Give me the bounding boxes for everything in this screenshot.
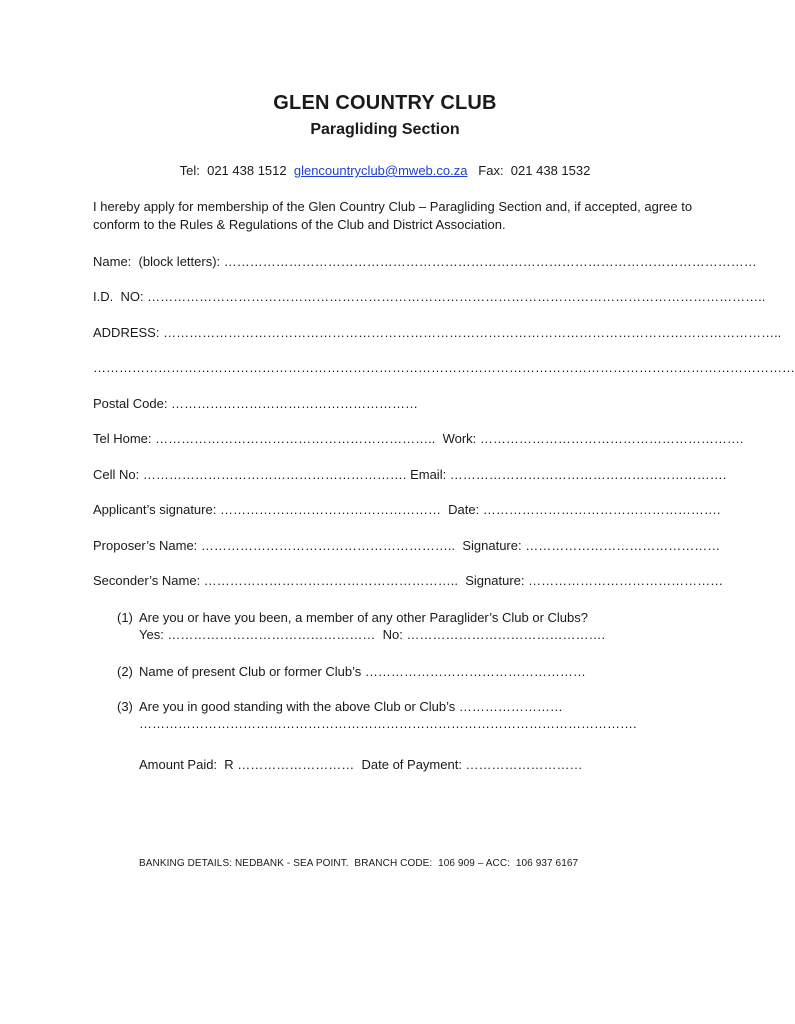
contact-tel: Tel: 021 438 1512 — [179, 163, 294, 178]
question-2 — [117, 662, 677, 681]
question-text[interactable]: Name of present Club or former Club’s …………………………………………… — [139, 664, 586, 679]
cell-email-field[interactable]: Cell No: ……………………………………………………. Email: ………………………………………………………. — [93, 467, 727, 482]
question-1-answer-field[interactable]: Yes: ………………………………………… No: ………………………………………. — [139, 627, 606, 642]
applicant-signature-date-field[interactable]: Applicant’s signature: …………………………………………… Date: ………………………………………………. — [93, 502, 721, 517]
page-title: GLEN COUNTRY CLUB — [273, 92, 497, 114]
payment-field[interactable]: Amount Paid: R ……………………… Date of Payment: ……………………… — [139, 757, 583, 772]
question-text: Are you or have you been, a member of any other Paraglider’s Club or Clubs? — [139, 610, 588, 625]
proposer-field[interactable]: Proposer’s Name: ………………………………………………….. Signature: ……………………………………… — [93, 538, 721, 553]
question-number: (1) — [117, 610, 133, 625]
page-subtitle: Paragliding Section — [310, 121, 460, 138]
question-number: (2) — [117, 664, 133, 679]
seconder-field[interactable]: Seconder’s Name: ………………………………………………….. Signature: ……………………………………… — [93, 573, 724, 588]
postal-code-field[interactable]: Postal Code: ………………………………………………… — [93, 396, 419, 411]
tel-home-work-field[interactable]: Tel Home: ……………………………………………………….. Work: ……………………………………………………. — [93, 431, 744, 446]
question-3 — [117, 697, 677, 716]
question-3-answer-field[interactable]: ……………………………………………………………………………………………………. — [139, 716, 637, 731]
contact-fax: Fax: 021 438 1532 — [467, 163, 591, 178]
id-number-field[interactable]: I.D. NO: …………………………………………………………………………………………………………………………….. — [93, 289, 766, 304]
contact-line — [0, 163, 770, 178]
contact-email-link[interactable]: glencountryclub@mweb.co.za — [293, 163, 468, 178]
question-1 — [117, 608, 677, 627]
banking-details: BANKING DETAILS: NEDBANK - SEA POINT. BRANCH CODE: 106 909 – ACC: 106 937 6167 — [139, 858, 579, 869]
question-text[interactable]: Are you in good standing with the above Club or Club’s …………………… — [139, 699, 563, 714]
address-field[interactable]: ADDRESS: …………………………………………………………………………………………………………………………….. — [93, 325, 782, 340]
intro-paragraph: I hereby apply for membership of the Glen Country Club – Paragliding Section and, if accepted, agree to conform to the Rules & Regulations of the Club and District Association. — [93, 199, 693, 232]
question-number: (3) — [117, 699, 133, 714]
name-field[interactable]: Name: (block letters): …………………………………………………………………………………………………………… — [93, 254, 757, 269]
address-line-2-field[interactable]: ……………………………………………………………………………………………………………………………………………… — [93, 360, 795, 375]
